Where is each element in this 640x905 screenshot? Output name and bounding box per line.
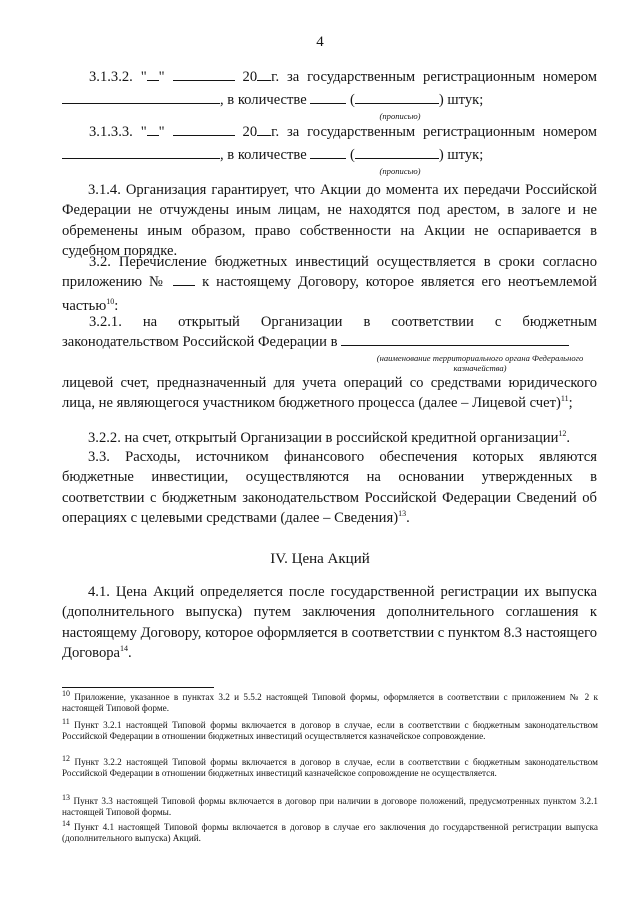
treasury-body-blank (341, 333, 569, 346)
footnote-12: $^{12}$ Пункт 3.2.2 настоящей Типовой формы включается в договор в случае, если в соответствии с бюджетным законодательством Российской Федерации в отношении бюджетных инвестиций казначейское сопровождение не осуществляется. (62, 753, 598, 779)
registration-number-blank (62, 91, 220, 104)
quantity-words-blank (355, 91, 439, 104)
year-blank (257, 68, 271, 81)
footnote-10: $^{10}$ Приложение, указанное в пунктах 3.2 и 5.5.2 настоящей Типовой формы, оформляется в соответствии с приложением № 2 к настоящей Типовой форме. (62, 688, 598, 714)
footnote-separator (62, 687, 214, 688)
caption-in-words: (прописью) (379, 166, 421, 176)
day-blank (147, 123, 159, 136)
clause-3-1-3-3-label: 3.1.3.3. " (89, 124, 147, 140)
footnote-ref-11[interactable]: 11 (560, 394, 569, 404)
footnote-11: $^{11}$ Пункт 3.2.1 настоящей Типовой формы включается в договор в случае, если в соответствии с бюджетным законодательством Российской Федерации в отношении бюджетных инвестиций осуществляется казначейское сопровождение. (62, 716, 598, 742)
appendix-number-blank (173, 273, 195, 286)
clause-3-1-3-2-line1: 3.1.3.2. " " 20 г. за государственным регистрационным номером (89, 69, 598, 85)
month-blank (173, 123, 235, 136)
month-blank (173, 68, 235, 81)
section-heading-iv: IV. Цена Акций (270, 551, 370, 567)
caption-in-words: (прописью) (379, 111, 421, 121)
footnote-ref-12[interactable]: 12 (558, 429, 567, 439)
clause-3-1-3-3-line2: , в количестве ( ) штук; (62, 146, 483, 165)
clause-3-2-1-line1: 3.2.1. на открытый Организации в соответствии с бюджетным (89, 314, 597, 330)
clause-3-2-1-rest: лицевой счет, предназначенный для учета операций со средствами юридического лица, не являющегося участником бюджетного процесса (далее – Лицевой счет)$^{11}$; (62, 375, 597, 412)
clause-3-1-3-2-label: 3.1.3.2. " (89, 69, 147, 85)
clause-3-2-line2: приложению № к настоящему Договору, которое является его неотъемлемой (62, 274, 597, 290)
footnote-14: $^{14}$ Пункт 4.1 настоящей Типовой формы включается в договор в случае его заключения до государственной регистрации выпуска (дополнительного выпуска) Акций. (62, 818, 598, 844)
day-blank (147, 68, 159, 81)
footnote-13: $^{13}$ Пункт 3.3 настоящей Типовой формы включается в договор при наличии в договоре положений, предусмотренных пунктом 3.2.1 настоящей Типовой формы. (62, 792, 598, 818)
footnote-ref-14[interactable]: 14 (120, 644, 129, 654)
year-blank (257, 123, 271, 136)
page-number: 4 (316, 34, 324, 50)
clause-3-2-line1: 3.2. Перечисление бюджетных инвестиций осуществляется в сроки согласно (89, 254, 597, 270)
registration-number-blank (62, 146, 220, 159)
clause-3-2-2: 3.2.2. на счет, открытый Организации в российской кредитной организации$^{12}$. (88, 429, 571, 446)
clause-3-1-4: 3.1.4. Организация гарантирует, что Акции до момента их передачи Российской Федерации не отчуждены иным лицам, не находятся под арестом, в залоге и не обременены иным образом, право собственности на Акции не оспаривается в судебном порядке. (62, 182, 597, 259)
clause-3-1-3-3-line1: 3.1.3.3. " " 20 г. за государственным регистрационным номером (89, 124, 598, 140)
footnote-ref-13[interactable]: 13 (398, 509, 407, 519)
clause-3-1-3-2-line2: , в количестве ( ) штук; (62, 91, 483, 110)
clause-3-2-1-line2: законодательством Российской Федерации в (62, 333, 569, 352)
quantity-blank (310, 146, 346, 159)
clause-4-1: 4.1. Цена Акций определяется после государственной регистрации их выпуска (дополнительного выпуска) путем заключения дополнительного соглашения к настоящему Договору, которое оформляется в соответствии с пунктом 8.3 настоящего Договора$^{14}$. (62, 584, 598, 661)
clause-3-3: 3.3. Расходы, источником финансового обеспечения которых являются бюджетные инвестиции, осуществляются на основании утвержденных в соответствии с бюджетным законодательством Российской Федерации Сведений об операциях с целевыми средствами (далее – Сведения)$^{13}$. (62, 449, 597, 526)
quantity-blank (310, 91, 346, 104)
footnote-ref-10[interactable]: 10 (106, 297, 115, 306)
clause-3-2-line3: частью$^{10}$: (62, 297, 119, 314)
quantity-words-blank (355, 146, 439, 159)
caption-treasury-body: (наименование территориального органа Федерального казначейства) (376, 353, 584, 373)
